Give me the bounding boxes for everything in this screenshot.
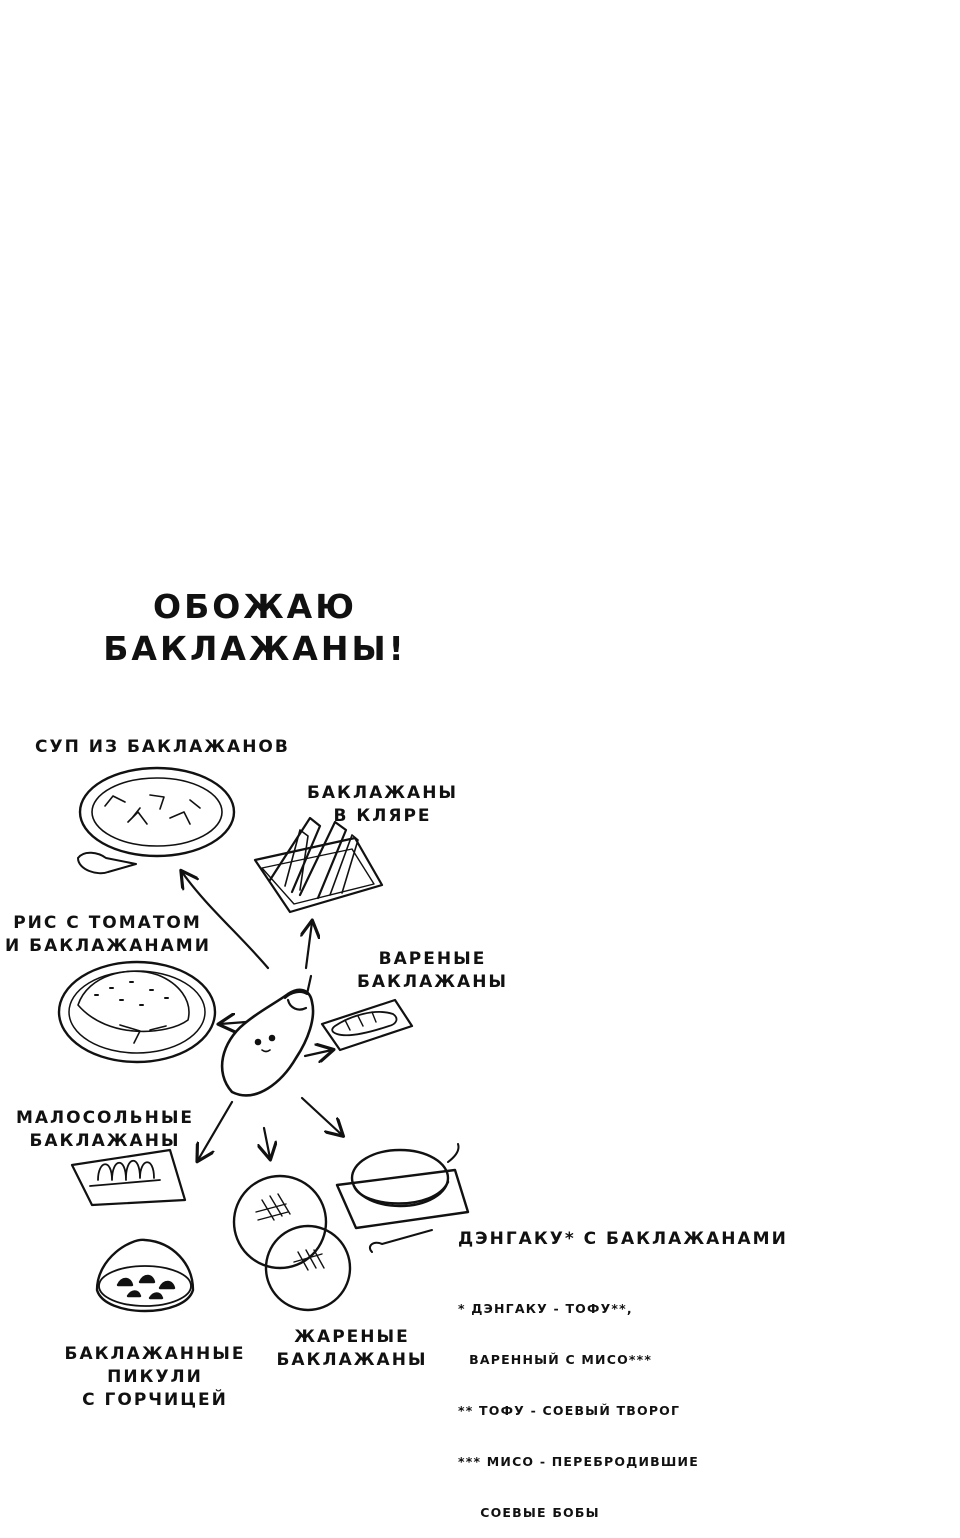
label-tempura-line-1: БАКЛАЖАНЫ [306, 783, 459, 803]
label-soup-text: СУП ИЗ БАКЛАЖАНОВ [35, 737, 290, 757]
label-mustard-pickles-line-1: БАКЛАЖАННЫЕ [64, 1344, 246, 1364]
label-rice [5, 912, 210, 958]
label-boiled-line-1: ВАРЕНЫЕ [378, 949, 487, 969]
rice-plate-icon [59, 962, 215, 1062]
footnote-3: ** ТОФУ - СОЕВЫЙ ТВОРОГ [458, 1403, 681, 1418]
label-tempura [300, 782, 465, 828]
label-boiled [350, 948, 515, 994]
title-line-2: БАКЛАЖАНЫ! [103, 629, 407, 668]
tempura-plate-icon [255, 818, 382, 912]
boiled-eggplant-dish-icon [322, 1000, 412, 1050]
mustard-pickles-bowl-icon [97, 1240, 193, 1311]
label-pickled-light-line-2: БАКЛАЖАНЫ [29, 1131, 181, 1151]
label-dengaku-text: ДЭНГАКУ* С БАКЛАЖАНАМИ [458, 1229, 788, 1249]
label-pickled-light-line-1: МАЛОСОЛЬНЫЕ [15, 1108, 195, 1128]
label-soup [35, 736, 290, 759]
label-rice-line-1: РИС С ТОМАТОМ [13, 913, 202, 933]
label-rice-line-2: И БАКЛАЖАНАМИ [5, 936, 211, 956]
label-mustard-pickles [60, 1343, 250, 1412]
title-line-1: ОБОЖАЮ [153, 587, 357, 626]
footnote-5: СОЕВЫЕ БОБЫ [458, 1505, 600, 1520]
label-fried [272, 1326, 432, 1372]
footnote-1: * ДЭНГАКУ - ТОФУ**, [458, 1301, 633, 1316]
eggplant-icon [222, 976, 313, 1095]
soup-bowl-icon [78, 768, 234, 873]
label-boiled-line-2: БАКЛАЖАНЫ [356, 972, 509, 992]
label-fried-line-2: БАКЛАЖАНЫ [276, 1350, 428, 1370]
label-dengaku [458, 1228, 788, 1251]
label-mustard-pickles-line-3: С ГОРЧИЦЕЙ [82, 1390, 228, 1410]
footnote-2: ВАРЕННЫЙ С МИСО*** [458, 1352, 653, 1367]
pickled-slices-plate-icon [72, 1150, 185, 1205]
footnote-4: *** МИСО - ПЕРЕБРОДИВШИЕ [458, 1454, 699, 1469]
footnotes [458, 1266, 699, 1538]
dengaku-dish-icon [337, 1144, 468, 1252]
label-mustard-pickles-line-2: ПИКУЛИ [107, 1367, 203, 1387]
label-pickled-light [15, 1107, 195, 1153]
label-fried-line-1: ЖАРЕНЫЕ [294, 1327, 410, 1347]
fried-eggplant-slices-icon [234, 1176, 350, 1310]
label-tempura-line-2: В КЛЯРЕ [333, 806, 432, 826]
